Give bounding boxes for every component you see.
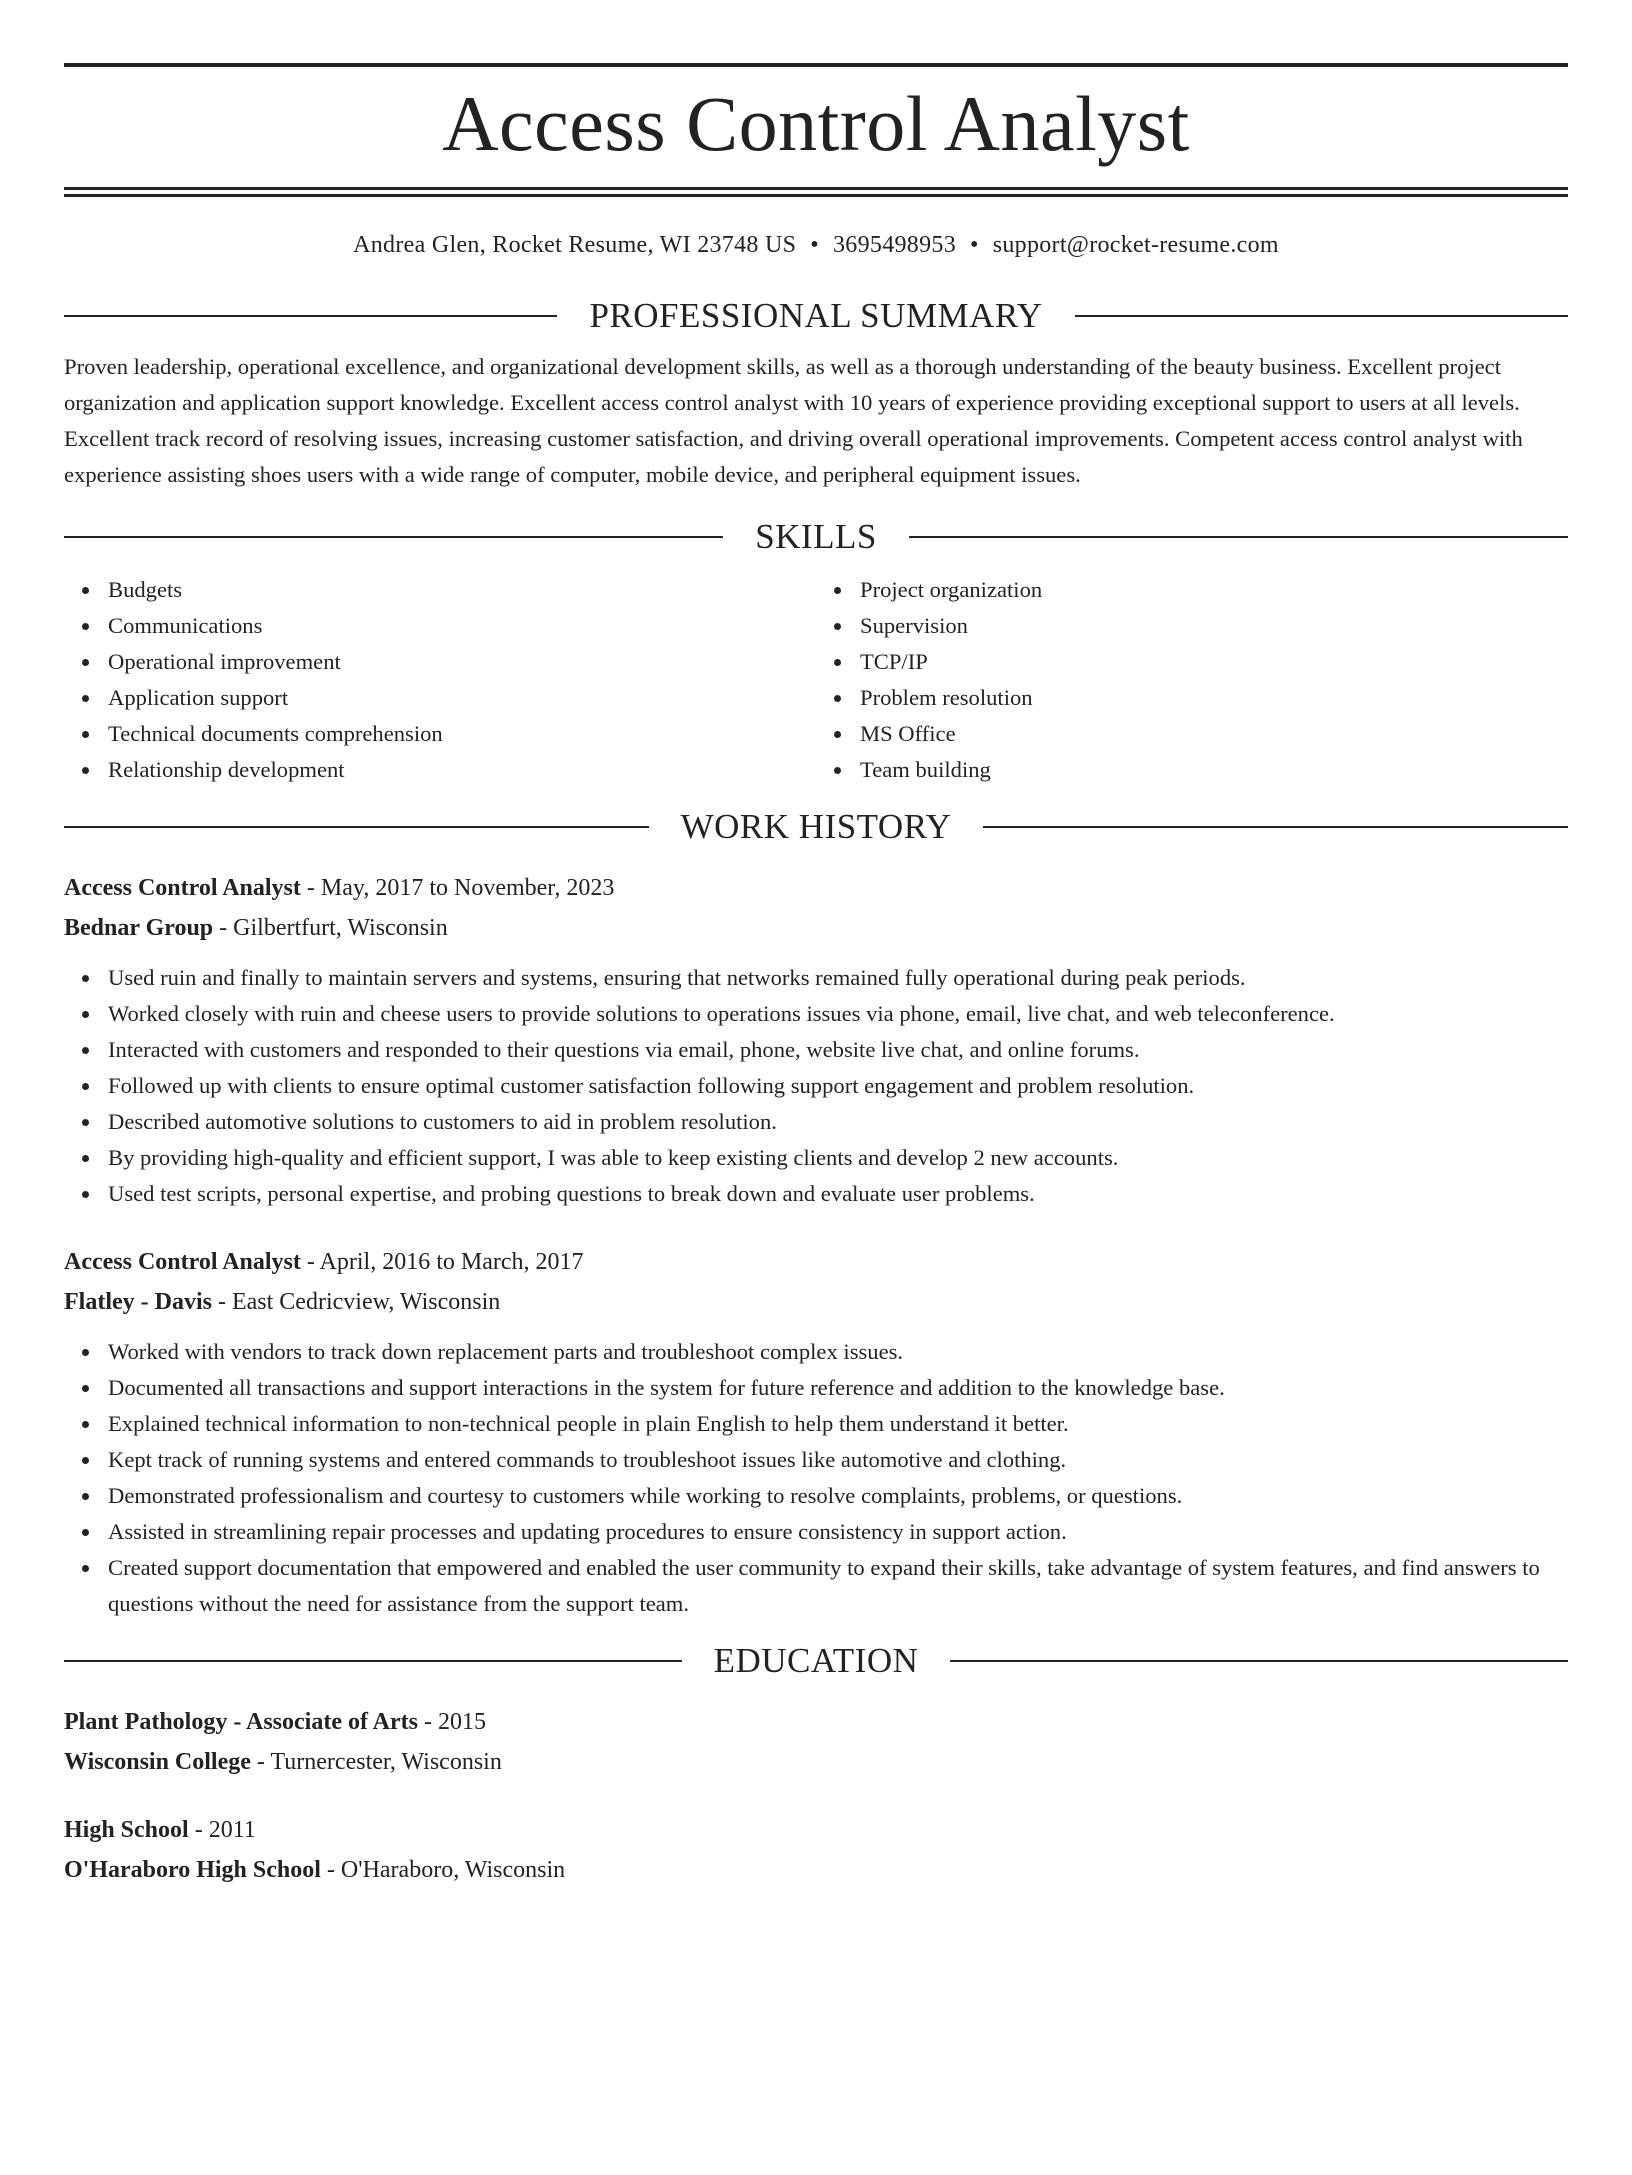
education-school: O'Haraboro High School (64, 1856, 321, 1883)
heading-rule (950, 1660, 1568, 1662)
job-company-line (64, 908, 1568, 948)
skill-item: Communications (108, 608, 816, 644)
skill-item: Supervision (860, 608, 1568, 644)
education-degree: High School (64, 1816, 189, 1843)
section-title: WORK HISTORY (680, 806, 952, 846)
contact-separator: • (970, 232, 979, 258)
job-bullets (64, 1334, 1568, 1622)
skill-item: Project organization (860, 572, 1568, 608)
skill-item: Application support (108, 680, 816, 716)
job-company: Bednar Group (64, 914, 214, 941)
skill-item: TCP/IP (860, 644, 1568, 680)
section-title: EDUCATION (713, 1640, 919, 1680)
heading-rule (909, 536, 1568, 538)
education-school-line (64, 1742, 1568, 1782)
job-company: Flatley - Davis (64, 1288, 212, 1315)
job-entry (64, 868, 1568, 1212)
education-school: Wisconsin College (64, 1748, 251, 1775)
job-bullet: Documented all transactions and support interactions in the system for future reference and addition to the knowledge base. (108, 1370, 1568, 1406)
skill-item: Problem resolution (860, 680, 1568, 716)
section-heading-work-history (64, 806, 1568, 848)
top-divider (64, 63, 1568, 67)
heading-rule (64, 315, 557, 317)
section-heading-skills (64, 516, 1568, 558)
contact-email: support@rocket-resume.com (992, 232, 1279, 258)
education-entry (64, 1810, 1568, 1890)
contact-separator: • (810, 232, 819, 258)
job-company-line (64, 1282, 1568, 1322)
job-title: Access Control Analyst (64, 874, 301, 901)
job-bullet: Kept track of running systems and entered commands to troubleshoot issues like automotive and clothing. (108, 1442, 1568, 1478)
job-bullet: Worked with vendors to track down replacement parts and troubleshoot complex issues. (108, 1334, 1568, 1370)
heading-rule (64, 536, 723, 538)
education-location: - Turnercester, Wisconsin (250, 1748, 502, 1775)
job-bullet: Used ruin and finally to maintain servers and systems, ensuring that networks remained fully operational during peak periods. (108, 960, 1568, 996)
section-heading-education (64, 1640, 1568, 1682)
job-title: Access Control Analyst (64, 1248, 301, 1275)
skill-item: Budgets (108, 572, 816, 608)
job-bullet: Worked closely with ruin and cheese users to provide solutions to operations issues via phone, email, live chat, and web teleconference. (108, 996, 1568, 1032)
education-degree: Plant Pathology - Associate of Arts (64, 1708, 418, 1735)
summary-text: Proven leadership, operational excellence, and organizational development skills, as well as a thorough understanding of the beauty business. Excellent project organization and application support knowledge. Excellent access control analyst with 10 years of experience providing exceptional support to users at all levels. Excellent track record of resolving issues, increasing customer satisfaction, and driving overall operational improvements. Competent access control analyst with experience assisting shoes users with a wide range of computer, mobile device, and peripheral equipment issues. (64, 354, 1523, 487)
heading-rule (983, 826, 1568, 828)
resume-page (0, 63, 1632, 2175)
heading-rule (64, 1660, 682, 1662)
job-entry (64, 1242, 1568, 1622)
heading-rule (64, 826, 649, 828)
skills-list (64, 572, 1568, 788)
job-bullet: Assisted in streamlining repair processes and updating procedures to ensure consistency in support action. (108, 1514, 1568, 1550)
job-dates: - April, 2016 to March, 2017 (300, 1248, 584, 1275)
section-title: PROFESSIONAL SUMMARY (589, 296, 1043, 335)
education-year: - 2015 (417, 1708, 486, 1735)
job-location: - East Cedricview, Wisconsin (211, 1288, 501, 1315)
skill-item: Operational improvement (108, 644, 816, 680)
job-bullet: Described automotive solutions to customers to aid in problem resolution. (108, 1104, 1568, 1140)
job-bullet: Interacted with customers and responded to their questions via email, phone, website live chat, and online forums. (108, 1032, 1568, 1068)
section-title: SKILLS (755, 516, 877, 556)
section-heading-summary (64, 295, 1568, 337)
page-title: Access Control Analyst (442, 80, 1190, 167)
skill-item: Team building (860, 752, 1568, 788)
education-location: - O'Haraboro, Wisconsin (320, 1856, 566, 1883)
education-degree-line (64, 1702, 1568, 1742)
skill-item: Technical documents comprehension (108, 716, 816, 752)
job-bullet: Used test scripts, personal expertise, and probing questions to break down and evaluate user problems. (108, 1176, 1568, 1212)
skills-column-left (64, 572, 816, 788)
skills-column-right (816, 572, 1568, 788)
job-dates: - May, 2017 to November, 2023 (300, 874, 615, 901)
job-bullet: Demonstrated professionalism and courtesy to customers while working to resolve complaints, problems, or questions. (108, 1478, 1568, 1514)
education-entry (64, 1702, 1568, 1782)
skill-item: Relationship development (108, 752, 816, 788)
contact-address: Andrea Glen, Rocket Resume, WI 23748 US (353, 232, 797, 258)
job-bullet: By providing high-quality and efficient support, I was able to keep existing clients and develop 2 new accounts. (108, 1140, 1568, 1176)
job-bullet: Followed up with clients to ensure optimal customer satisfaction following support engagement and problem resolution. (108, 1068, 1568, 1104)
heading-rule (1075, 315, 1568, 317)
skill-item: MS Office (860, 716, 1568, 752)
contact-phone: 3695498953 (833, 232, 956, 258)
job-bullet: Created support documentation that empowered and enabled the user community to expand their skills, take advantage of system features, and find answers to questions without the need for assistance from the support team. (108, 1550, 1568, 1622)
contact-line (64, 229, 1568, 261)
job-location: - Gilbertfurt, Wisconsin (213, 914, 448, 941)
job-title-line (64, 1242, 1568, 1282)
job-bullets (64, 960, 1568, 1212)
job-bullet: Explained technical information to non-technical people in plain English to help them understand it better. (108, 1406, 1568, 1442)
title-double-divider (64, 187, 1568, 197)
education-degree-line (64, 1810, 1568, 1850)
job-title-line (64, 868, 1568, 908)
education-school-line (64, 1850, 1568, 1890)
education-year: - 2011 (188, 1816, 256, 1843)
